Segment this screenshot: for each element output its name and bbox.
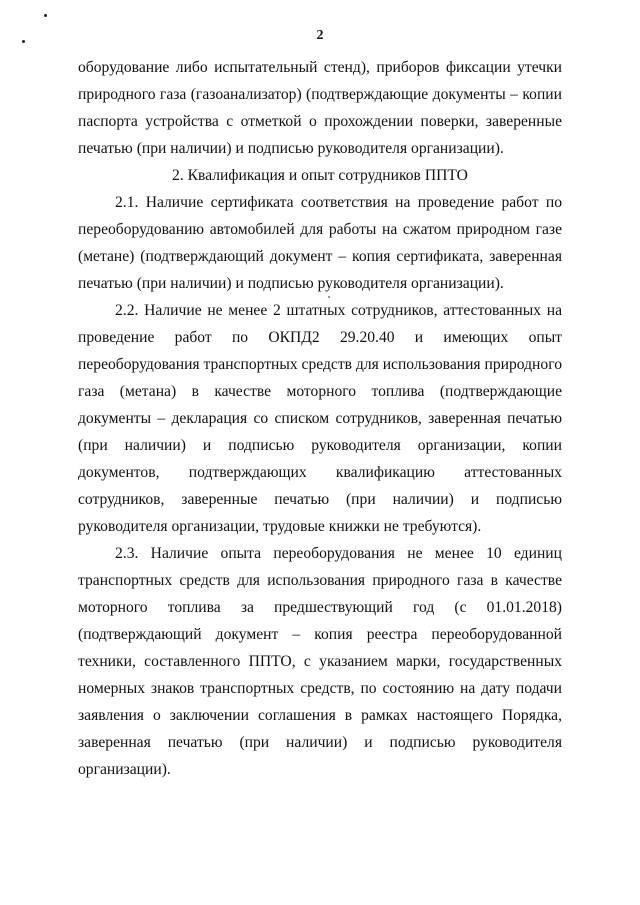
continuation-paragraph: оборудование либо испытательный стенд), приборов фиксации утечки природного газа (газоанализатор) (подтверждающие документы – копии паспорта устройства с отметкой о прохождении поверки, заверенные печатью (при наличии) и подписью руководителя организации). (78, 59, 562, 157)
clause-2-1: 2.1. Наличие сертификата соответствия на проведение работ по переоборудованию автомобилей для работы на сжатом природном газе (метане) (подтверждающий документ – копия сертификата, заверенная печатью (при наличии) и подписью руководителя организации). (78, 194, 562, 292)
document-body (78, 54, 562, 783)
scan-mark (44, 14, 47, 17)
section-heading: 2. Квалификация и опыт сотрудников ППТО (172, 167, 468, 184)
clause-2-3: 2.3. Наличие опыта переоборудования не менее 10 единиц транспортных средств для использования природного газа в качестве моторного топлива за предшествующий год (с 01.01.2018) (подтверждающий документ – копия реестра переоборудованной техники, составленного ППТО, с указанием марки, государственных номерных знаков транспортных средств, по состоянию на дату подачи заявления о заключении соглашения в рамках настоящего Порядка, заверенная печатью (при наличии) и подписью руководителя организации). (78, 545, 562, 778)
page-number: 2 (316, 28, 324, 43)
clause-2-2: 2.2. Наличие не менее 2 штатных сотрудников, аттестованных на проведение работ по ОКПД2 29.20.40 и имеющих опыт переоборудования транспортных средств для использования природного газа (метана) в качестве моторного топлива (подтверждающие документы – декларация со списком сотрудников, заверенная печатью (при наличии) и подписью руководителя организации, копии документов, подтверждающих квалификацию аттестованных сотрудников, заверенные печатью (при наличии) и подписью руководителя организации, трудовые книжки не требуются). (78, 302, 563, 535)
